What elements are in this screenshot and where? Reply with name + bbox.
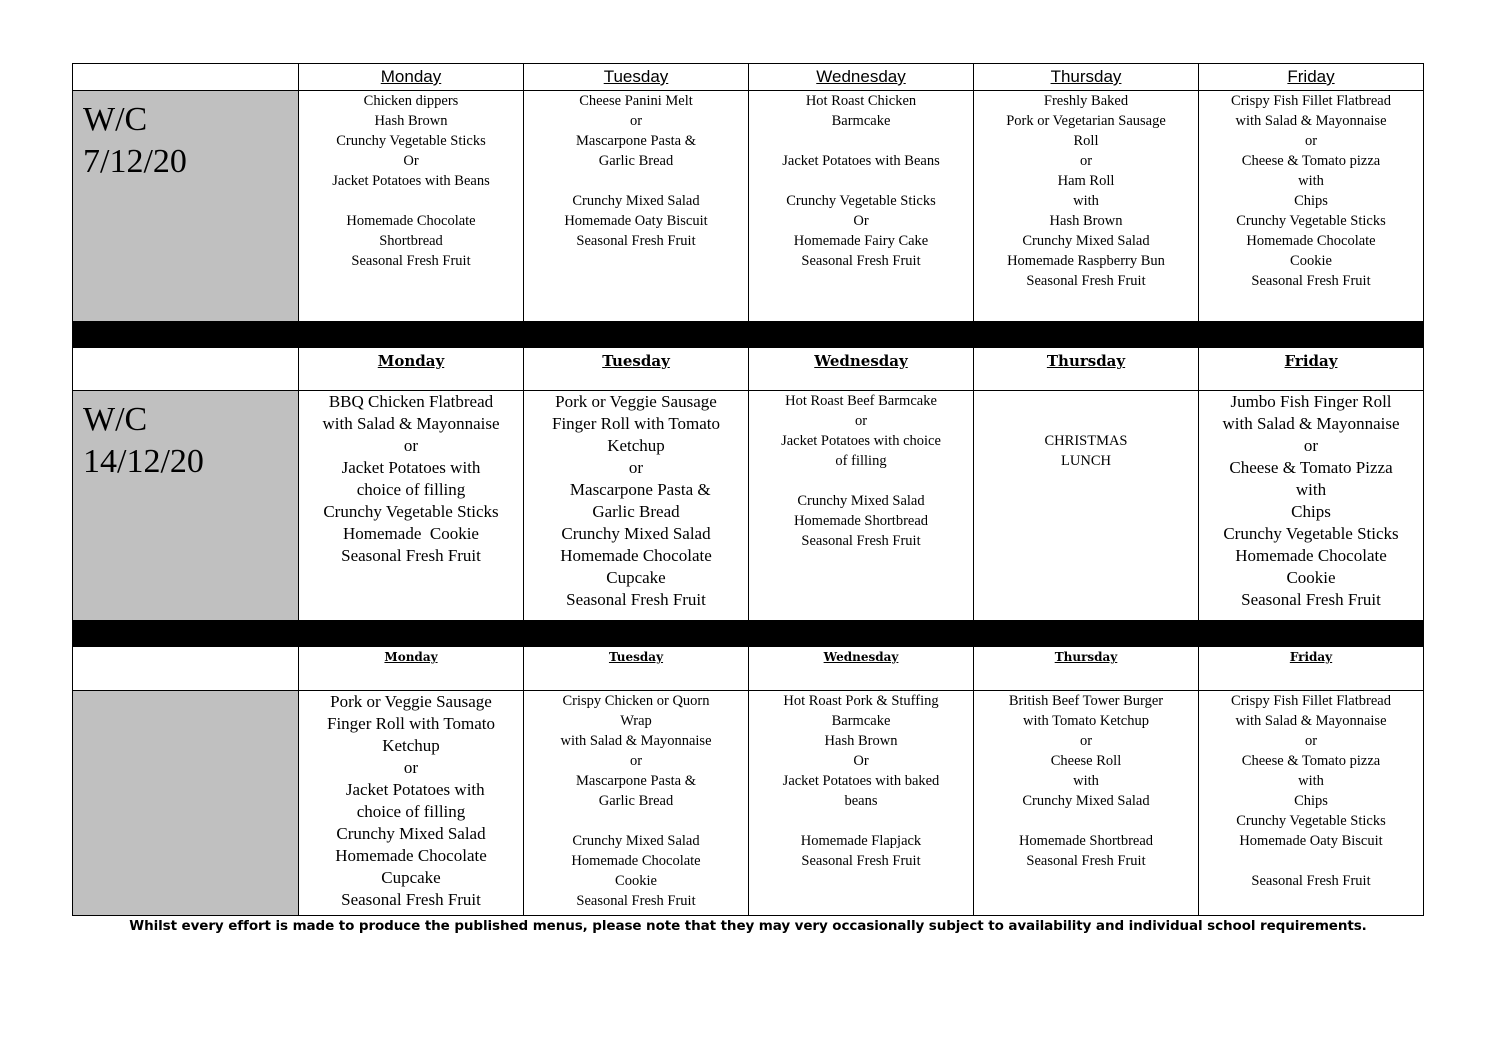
menu-line: Freshly Baked xyxy=(1043,93,1129,109)
menu-line: Homemade Cookie xyxy=(343,524,479,543)
menu-line xyxy=(974,811,1198,831)
menu-line: or xyxy=(629,113,643,129)
menu-line: Seasonal Fresh Fruit xyxy=(1241,590,1381,609)
menu-line: Crispy Fish Fillet Flatbread xyxy=(1231,93,1391,109)
menu-line: BBQ Chicken Flatbread xyxy=(328,392,494,411)
week-commencing-label xyxy=(73,391,299,621)
menu-line: Seasonal Fresh Fruit xyxy=(576,893,696,909)
day-heading-friday: Friday xyxy=(1199,64,1424,91)
week-menu-row xyxy=(73,391,1424,621)
menu-cell-friday xyxy=(1199,391,1424,621)
menu-line: Seasonal Fresh Fruit xyxy=(801,253,921,269)
menu-cell-monday xyxy=(299,691,524,916)
week-header-blank-cell xyxy=(73,348,299,391)
menu-line: Hot Roast Chicken xyxy=(805,93,917,109)
day-heading-wednesday: Wednesday xyxy=(749,647,974,691)
menu-line: Cookie xyxy=(1286,568,1336,587)
menu-line: Seasonal Fresh Fruit xyxy=(1026,853,1146,869)
menu-line: LUNCH xyxy=(1061,453,1111,469)
menu-line: Garlic Bread xyxy=(598,153,674,169)
menu-line: Ketchup xyxy=(607,436,665,455)
menu-line: Homemade Chocolate xyxy=(1235,546,1387,565)
menu-line: or xyxy=(628,458,644,477)
menu-line: Barmcake xyxy=(831,113,891,129)
menu-line: Seasonal Fresh Fruit xyxy=(1251,873,1371,889)
menu-line: Cheese & Tomato Pizza xyxy=(1229,458,1393,477)
menu-line: Homemade Chocolate xyxy=(560,546,712,565)
menu-line: Cheese & Tomato pizza xyxy=(1241,153,1381,169)
menu-line: Homemade Flapjack xyxy=(800,833,922,849)
menu-line: Crunchy Mixed Salad xyxy=(336,824,486,843)
menu-cell-thursday xyxy=(974,91,1199,322)
menu-line: Roll xyxy=(1073,133,1099,149)
menu-cell-tuesday xyxy=(524,91,749,322)
week-commencing-date: 14/12/20 xyxy=(83,443,204,480)
week-commencing-prefix xyxy=(83,699,298,741)
menu-line: Seasonal Fresh Fruit xyxy=(351,253,471,269)
menu-line: Homemade Fairy Cake xyxy=(793,233,929,249)
menu-line: Ham Roll xyxy=(1057,173,1115,189)
menu-line: with xyxy=(1073,773,1099,789)
menu-line: Jacket Potatoes with Beans xyxy=(782,153,940,169)
menu-line: Pork or Veggie Sausage xyxy=(330,692,492,711)
day-heading-thursday: Thursday xyxy=(974,64,1199,91)
menu-line: of filling xyxy=(835,453,887,469)
menu-line: Crunchy Vegetable Sticks xyxy=(323,502,499,521)
menu-line: with Salad & Mayonnaise xyxy=(1235,113,1387,129)
week-header-blank-cell xyxy=(73,64,299,91)
menu-line: Jacket Potatoes with xyxy=(337,780,485,799)
menu-line: Crunchy Mixed Salad xyxy=(561,524,711,543)
menu-cell-thursday xyxy=(974,691,1199,916)
menu-line: Chips xyxy=(1294,193,1328,209)
menu-line: with Salad & Mayonnaise xyxy=(560,733,712,749)
menu-line xyxy=(749,171,973,191)
day-heading-tuesday: Tuesday xyxy=(524,647,749,691)
menu-line: or xyxy=(403,436,419,455)
menu-line xyxy=(1199,851,1423,871)
day-heading-thursday: Thursday xyxy=(974,647,1199,691)
menu-line: Crunchy Vegetable Sticks xyxy=(1236,813,1386,829)
week-header-blank-cell xyxy=(73,647,299,691)
day-heading-friday: Friday xyxy=(1199,647,1424,691)
menu-line: Cheese Roll xyxy=(1050,753,1122,769)
week-commencing-label xyxy=(73,91,299,322)
menu-line: or xyxy=(403,758,419,777)
menu-line: Crunchy Vegetable Sticks xyxy=(1236,213,1386,229)
menu-line: Pork or Veggie Sausage xyxy=(555,392,717,411)
day-heading-friday: Friday xyxy=(1199,348,1424,391)
menu-line: Hash Brown xyxy=(1049,213,1123,229)
menu-line: Crunchy Mixed Salad xyxy=(797,493,925,509)
menu-cell-tuesday xyxy=(524,691,749,916)
menu-line: or xyxy=(1304,133,1318,149)
menu-line: Or xyxy=(853,213,869,229)
menu-line: with xyxy=(1073,193,1099,209)
menu-line: Cheese & Tomato pizza xyxy=(1241,753,1381,769)
menu-line: Crunchy Vegetable Sticks xyxy=(336,133,486,149)
menu-line: or xyxy=(629,753,643,769)
menu-line: Or xyxy=(403,153,419,169)
menu-line: Mascarpone Pasta & xyxy=(561,480,711,499)
menu-line: Hash Brown xyxy=(824,733,898,749)
week-commencing-date xyxy=(83,741,298,783)
menu-line xyxy=(974,391,1198,411)
menu-line: Chips xyxy=(1291,502,1331,521)
menu-line: Homemade Chocolate xyxy=(346,213,476,229)
menu-line: with xyxy=(1298,173,1324,189)
menu-line: Seasonal Fresh Fruit xyxy=(1026,273,1146,289)
menu-line: Pork or Vegetarian Sausage xyxy=(1006,113,1166,129)
menu-line: Homemade Oaty Biscuit xyxy=(564,213,708,229)
menu-line: Finger Roll with Tomato xyxy=(326,714,496,733)
menu-line: Cupcake xyxy=(606,568,666,587)
menu-cell-wednesday xyxy=(749,691,974,916)
menu-line: Seasonal Fresh Fruit xyxy=(576,233,696,249)
menu-line: Crunchy Mixed Salad xyxy=(1022,233,1150,249)
menu-cell-wednesday xyxy=(749,391,974,621)
menu-line: Hot Roast Beef Barmcake xyxy=(785,393,937,409)
menu-line: Mascarpone Pasta & xyxy=(576,133,696,149)
week-menu-row xyxy=(73,691,1424,916)
menu-line: Homemade Chocolate xyxy=(1246,233,1376,249)
menu-line: Shortbread xyxy=(379,233,443,249)
menu-line: Ketchup xyxy=(382,736,440,755)
week-header-row xyxy=(73,64,1424,91)
menu-line: Crunchy Mixed Salad xyxy=(572,193,700,209)
menu-line: Jumbo Fish Finger Roll xyxy=(1230,392,1392,411)
menu-line xyxy=(524,811,748,831)
week-header-row xyxy=(73,348,1424,391)
menu-line: Barmcake xyxy=(831,713,891,729)
menu-line: Jacket Potatoes with Beans xyxy=(332,173,490,189)
week-commencing-date: 7/12/20 xyxy=(83,143,187,180)
menu-line: Seasonal Fresh Fruit xyxy=(566,590,706,609)
menu-cell-tuesday xyxy=(524,391,749,621)
menu-line: Crunchy Mixed Salad xyxy=(572,833,700,849)
menu-line: Crispy Fish Fillet Flatbread xyxy=(1231,693,1391,709)
week-header-row xyxy=(73,647,1424,691)
day-heading-tuesday: Tuesday xyxy=(524,348,749,391)
menu-cell-friday xyxy=(1199,91,1424,322)
week-commencing-prefix: W/C xyxy=(83,101,148,138)
menu-line: Homemade Oaty Biscuit xyxy=(1239,833,1383,849)
menu-line: with Salad & Mayonnaise xyxy=(1222,414,1400,433)
disclaimer-footer: Whilst every effort is made to produce the published menus, please note that they may very occasionally subject to availability and individual school requirements. xyxy=(129,918,1367,934)
day-heading-monday: Monday xyxy=(299,348,524,391)
menu-line: or xyxy=(1079,153,1093,169)
day-heading-wednesday: Wednesday xyxy=(749,64,974,91)
menu-line: Wrap xyxy=(620,713,652,729)
menu-line xyxy=(749,131,973,151)
week-separator-bar xyxy=(73,322,1424,348)
menu-line: Seasonal Fresh Fruit xyxy=(341,546,481,565)
menu-line: Homemade Shortbread xyxy=(1018,833,1154,849)
menu-line: with Salad & Mayonnaise xyxy=(322,414,500,433)
menu-line: Seasonal Fresh Fruit xyxy=(801,533,921,549)
menu-line: or xyxy=(1303,436,1319,455)
menu-line xyxy=(299,191,523,211)
menu-line xyxy=(749,811,973,831)
menu-line: Garlic Bread xyxy=(598,793,674,809)
menu-line: Jacket Potatoes with choice xyxy=(781,433,941,449)
menu-line: Cookie xyxy=(615,873,657,889)
week-commencing-prefix: W/C xyxy=(83,401,148,438)
menu-cell-wednesday xyxy=(749,91,974,322)
menu-line: Finger Roll with Tomato xyxy=(551,414,721,433)
menu-table xyxy=(72,63,1424,916)
menu-line: Chicken dippers xyxy=(363,93,459,109)
menu-line: or xyxy=(1304,733,1318,749)
menu-line xyxy=(524,171,748,191)
menu-line: choice of filling xyxy=(356,480,466,499)
day-heading-monday: Monday xyxy=(299,64,524,91)
menu-line: Seasonal Fresh Fruit xyxy=(341,890,481,909)
menu-line: Crunchy Mixed Salad xyxy=(1022,793,1150,809)
menu-line: Homemade Shortbread xyxy=(793,513,929,529)
day-heading-tuesday: Tuesday xyxy=(524,64,749,91)
day-heading-monday: Monday xyxy=(299,647,524,691)
menu-line: with xyxy=(1298,773,1324,789)
menu-line: with xyxy=(1295,480,1327,499)
day-heading-wednesday: Wednesday xyxy=(749,348,974,391)
menu-cell-monday xyxy=(299,91,524,322)
menu-line: Jacket Potatoes with xyxy=(341,458,481,477)
menu-line xyxy=(749,471,973,491)
week-separator-bar xyxy=(73,621,1424,647)
menu-cell-monday xyxy=(299,391,524,621)
menu-line: Homemade Chocolate xyxy=(335,846,487,865)
menu-line: beans xyxy=(844,793,878,809)
day-heading-thursday: Thursday xyxy=(974,348,1199,391)
menu-line: with Tomato Ketchup xyxy=(1023,713,1149,729)
menu-line: British Beef Tower Burger xyxy=(1008,693,1164,709)
menu-line: Mascarpone Pasta & xyxy=(576,773,696,789)
menu-line: or xyxy=(1079,733,1093,749)
menu-line: Crispy Chicken or Quorn xyxy=(562,693,710,709)
menu-line: with Salad & Mayonnaise xyxy=(1235,713,1387,729)
menu-line: Hash Brown xyxy=(374,113,448,129)
menu-line: Crunchy Vegetable Sticks xyxy=(786,193,936,209)
menu-line: Crunchy Vegetable Sticks xyxy=(1223,524,1399,543)
menu-line: Jacket Potatoes with baked xyxy=(782,773,940,789)
week-commencing-label xyxy=(73,691,299,916)
menu-line: Garlic Bread xyxy=(592,502,680,521)
menu-cell-thursday xyxy=(974,391,1199,621)
menu-line: Cheese Panini Melt xyxy=(579,93,693,109)
menu-line xyxy=(974,411,1198,431)
menu-line: Cookie xyxy=(1290,253,1332,269)
menu-line: Chips xyxy=(1294,793,1328,809)
menu-line: choice of filling xyxy=(356,802,466,821)
menu-line: Hot Roast Pork & Stuffing xyxy=(783,693,939,709)
week-menu-row xyxy=(73,91,1424,322)
menu-line: Homemade Raspberry Bun xyxy=(1007,253,1165,269)
menu-line: Seasonal Fresh Fruit xyxy=(801,853,921,869)
menu-line: Seasonal Fresh Fruit xyxy=(1251,273,1371,289)
menu-line: Homemade Chocolate xyxy=(571,853,701,869)
menu-line: Cupcake xyxy=(381,868,441,887)
menu-line: Or xyxy=(853,753,869,769)
menu-line: CHRISTMAS xyxy=(1044,433,1128,449)
menu-cell-friday xyxy=(1199,691,1424,916)
menu-line: or xyxy=(854,413,868,429)
